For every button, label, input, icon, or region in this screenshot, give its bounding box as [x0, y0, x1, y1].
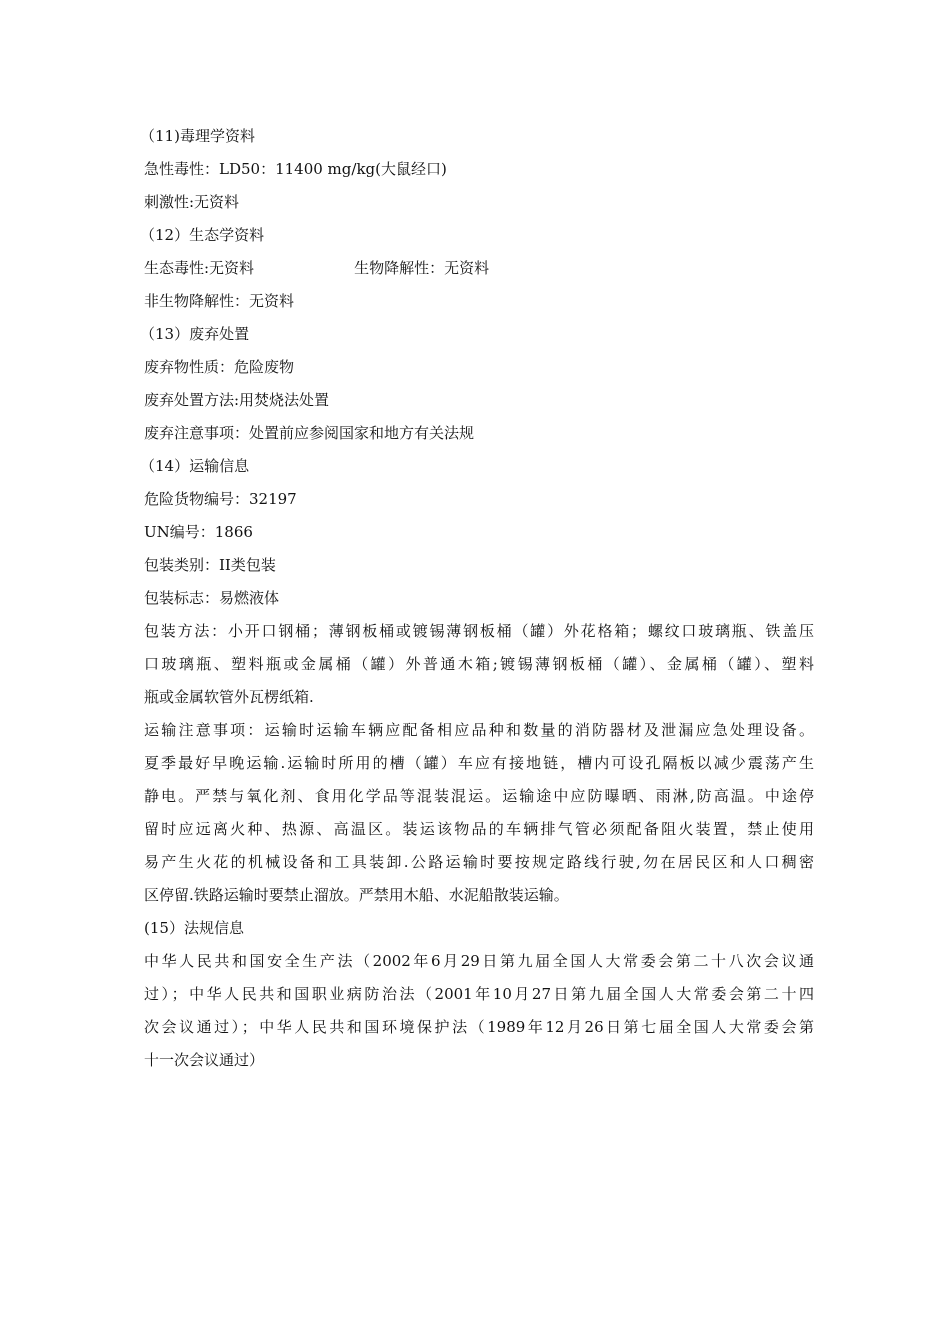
section-12-heading: （12）生态学资料 — [140, 226, 265, 244]
transport-notes-line: 运输注意事项：运输时运输车辆应配备相应品种和数量的消防器材及泄漏应急处理设备。 — [144, 721, 814, 739]
transport-notes-line: 静电。严禁与氧化剂、食用化学品等混装混运。运输途中应防曝晒、雨淋,防高温。中途停 — [144, 787, 814, 805]
regulation-line: 过）；中华人民共和国职业病防治法（2001年10月27日第九届全国人大常委会第二十四 — [144, 985, 814, 1003]
regulation-line: 十一次会议通过） — [144, 1051, 265, 1069]
ecotoxicity: 生态毒性:无资料 — [144, 259, 255, 277]
non-biodegradability: 非生物降解性：无资料 — [144, 292, 295, 310]
packing-method-line: 包装方法：小开口钢桶；薄钢板桶或镀锡薄钢板桶（罐）外花格箱；螺纹口玻璃瓶、铁盖压 — [144, 622, 814, 640]
transport-notes-line: 夏季最好早晚运输.运输时所用的槽（罐）车应有接地链，槽内可设孔隔板以减少震荡产生 — [144, 754, 814, 772]
waste-nature: 废弃物性质：危险废物 — [144, 358, 295, 376]
transport-notes-line: 区停留.铁路运输时要禁止溜放。严禁用木船、水泥船散装运输。 — [144, 886, 569, 904]
acute-toxicity: 急性毒性：LD50：11400 mg/kg(大鼠经口) — [144, 160, 447, 178]
disposal-method: 废弃处置方法:用焚烧法处置 — [144, 391, 330, 409]
dangerous-goods-number: 危险货物编号：32197 — [144, 490, 297, 508]
packing-method-line: 口玻璃瓶、塑料瓶或金属桶（罐）外普通木箱;镀锡薄钢板桶（罐）、金属桶（罐）、塑料 — [144, 655, 814, 673]
section-11-heading: （11)毒理学资料 — [140, 127, 255, 145]
transport-notes-line: 留时应远离火种、热源、高温区。装运该物品的车辆排气管必须配备阻火装置，禁止使用 — [144, 820, 814, 838]
transport-notes-line: 易产生火花的机械设备和工具装卸.公路运输时要按规定路线行驶,勿在居民区和人口稠密 — [144, 853, 814, 871]
section-15-heading: (15）法规信息 — [144, 919, 244, 937]
regulation-line: 次会议通过）；中华人民共和国环境保护法（1989年12月26日第七届全国人大常委会第 — [144, 1018, 814, 1036]
section-13-heading: （13）废弃处置 — [140, 325, 250, 343]
packing-method-line: 瓶或金属软管外瓦楞纸箱. — [144, 688, 314, 706]
section-14-heading: （14）运输信息 — [140, 457, 250, 475]
packing-mark: 包装标志：易燃液体 — [144, 589, 280, 607]
biodegradability: 生物降解性：无资料 — [354, 259, 490, 277]
eco-row — [144, 252, 814, 285]
packing-category: 包装类别：II类包装 — [144, 556, 276, 574]
document-page — [140, 120, 814, 1077]
regulation-line: 中华人民共和国安全生产法（2002年6月29日第九届全国人大常委会第二十八次会议通 — [144, 952, 814, 970]
disposal-notes: 废弃注意事项：处置前应参阅国家和地方有关法规 — [144, 424, 475, 442]
irritation: 刺激性:无资料 — [144, 193, 240, 211]
un-number: UN编号：1866 — [144, 523, 253, 541]
